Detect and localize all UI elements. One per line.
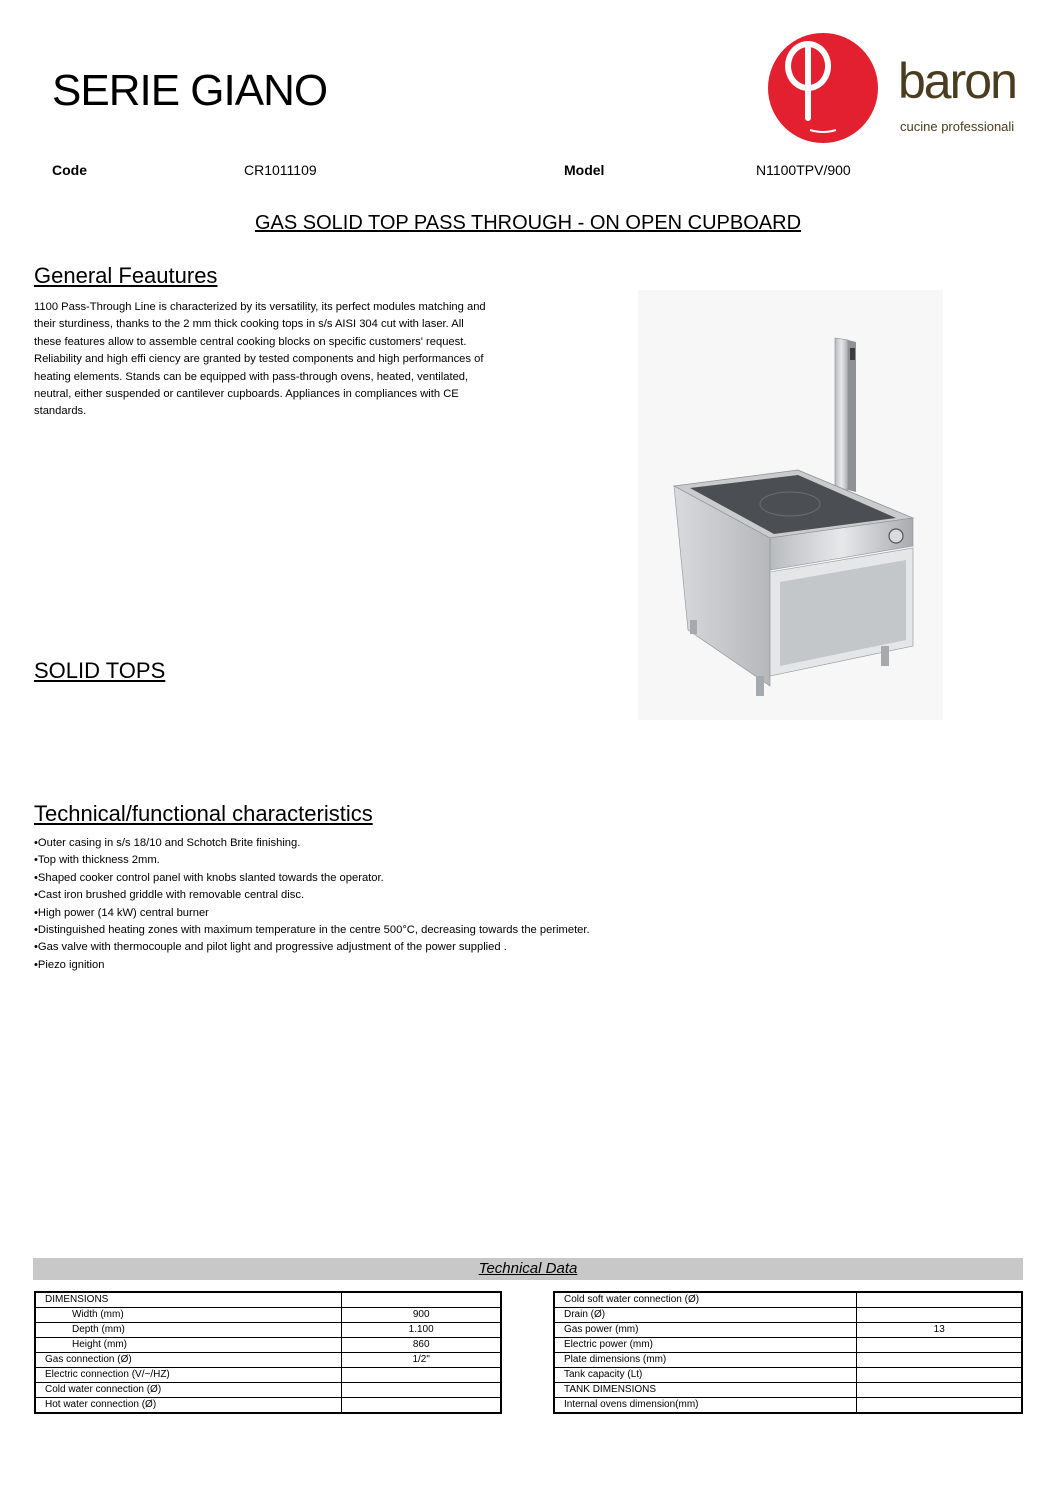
spec-label: Gas power (mm) <box>554 1323 857 1338</box>
spec-value <box>857 1338 1022 1353</box>
spec-label: Gas connection (Ø) <box>35 1353 342 1368</box>
spec-label: Width (mm) <box>35 1308 342 1323</box>
feature-item: • Cast iron brushed griddle with removable central disc. <box>34 887 590 904</box>
code-value: CR1011109 <box>244 162 317 178</box>
spec-value <box>342 1368 501 1383</box>
table-row <box>554 1323 1022 1338</box>
logo-brand: baron <box>898 53 1016 109</box>
feature-item: • Top with thickness 2mm. <box>34 852 590 869</box>
table-row <box>35 1338 501 1353</box>
feature-item: • Distinguished heating zones with maximum temperature in the centre 500°C, decreasing towards the perimeter. <box>34 922 590 939</box>
spec-value: 900 <box>342 1308 501 1323</box>
spec-value <box>857 1368 1022 1383</box>
spec-value <box>342 1292 501 1308</box>
table-row <box>554 1353 1022 1368</box>
spec-label: Height (mm) <box>35 1338 342 1353</box>
spec-table-left <box>34 1291 502 1414</box>
spec-label: Drain (Ø) <box>554 1308 857 1323</box>
table-row <box>554 1383 1022 1398</box>
table-row <box>554 1398 1022 1414</box>
general-description <box>34 299 514 421</box>
spec-label: Cold soft water connection (Ø) <box>554 1292 857 1308</box>
spec-label: Electric connection (V/~/HZ) <box>35 1368 342 1383</box>
spec-value <box>857 1398 1022 1414</box>
spec-value: 860 <box>342 1338 501 1353</box>
product-image <box>638 290 943 720</box>
general-features-heading: General Feautures <box>34 263 218 288</box>
feature-item: • Gas valve with thermocouple and pilot light and progressive adjustment of the power supplied . <box>34 939 590 956</box>
spec-value <box>857 1308 1022 1323</box>
description-line: 1100 Pass-Through Line is characterized by its versatility, its perfect modules matching and <box>34 301 486 313</box>
feature-item: • High power (14 kW) central burner <box>34 905 590 922</box>
table-row <box>554 1308 1022 1323</box>
spec-value <box>342 1383 501 1398</box>
spec-label: Internal ovens dimension(mm) <box>554 1398 857 1414</box>
spec-value: 1.100 <box>342 1323 501 1338</box>
spec-value <box>857 1292 1022 1308</box>
spec-label: Tank capacity (Lt) <box>554 1368 857 1383</box>
spec-label: Cold water connection (Ø) <box>35 1383 342 1398</box>
table-row <box>35 1383 501 1398</box>
spec-value: 1/2" <box>342 1353 501 1368</box>
description-line: their sturdiness, thanks to the 2 mm thick cooking tops in s/s AISI 304 cut with laser. All <box>34 318 464 331</box>
model-value: N1100TPV/900 <box>756 162 851 178</box>
spec-table-right <box>553 1291 1023 1414</box>
description-line: Reliability and high effi ciency are granted by tested components and high performances of <box>34 353 484 366</box>
code-label: Code <box>52 162 87 178</box>
spec-label: Hot water connection (Ø) <box>35 1398 342 1414</box>
description-line: neutral, either suspended or cantilever cupboards. Appliances in compliances with CE <box>34 388 459 401</box>
table-row <box>35 1398 501 1414</box>
solid-tops-heading: SOLID TOPS <box>34 658 166 683</box>
spec-value: 13 <box>857 1323 1022 1338</box>
features-list <box>34 835 590 974</box>
spec-value <box>857 1353 1022 1368</box>
spec-label: TANK DIMENSIONS <box>554 1383 857 1398</box>
feature-item: • Shaped cooker control panel with knobs slanted towards the operator. <box>34 870 590 887</box>
spec-value <box>857 1383 1022 1398</box>
description-line: these features allow to assemble central cooking blocks on specific customers' request. <box>34 335 467 348</box>
model-label: Model <box>564 162 605 178</box>
technical-data-title <box>33 1258 1023 1280</box>
table-row <box>35 1292 501 1308</box>
series-title: SERIE GIANO <box>52 66 328 115</box>
table-row <box>35 1353 501 1368</box>
table-row <box>35 1368 501 1383</box>
description-line: heating elements. Stands can be equipped with pass-through ovens, heated, ventilated, <box>34 370 469 383</box>
description-line: standards. <box>34 405 87 418</box>
table-row <box>35 1323 501 1338</box>
product-title <box>0 212 1056 235</box>
table-row <box>35 1308 501 1323</box>
spec-label: Electric power (mm) <box>554 1338 857 1353</box>
table-row <box>554 1292 1022 1308</box>
table-row <box>554 1338 1022 1353</box>
table-row <box>554 1368 1022 1383</box>
logo-tagline: cucine professionali <box>900 119 1015 134</box>
feature-item: • Outer casing in s/s 18/10 and Schotch Brite finishing. <box>34 835 590 852</box>
technical-heading: Technical/functional characteristics <box>34 801 373 826</box>
spec-label: Plate dimensions (mm) <box>554 1353 857 1368</box>
spec-label: DIMENSIONS <box>35 1292 342 1308</box>
feature-item: • Piezo ignition <box>34 957 590 974</box>
technical-data-title-text: Technical Data <box>478 1260 578 1277</box>
spec-label: Depth (mm) <box>35 1323 342 1338</box>
spec-value <box>342 1398 501 1414</box>
product-title-text: GAS SOLID TOP PASS THROUGH - ON OPEN CUPBOARD <box>254 212 802 234</box>
